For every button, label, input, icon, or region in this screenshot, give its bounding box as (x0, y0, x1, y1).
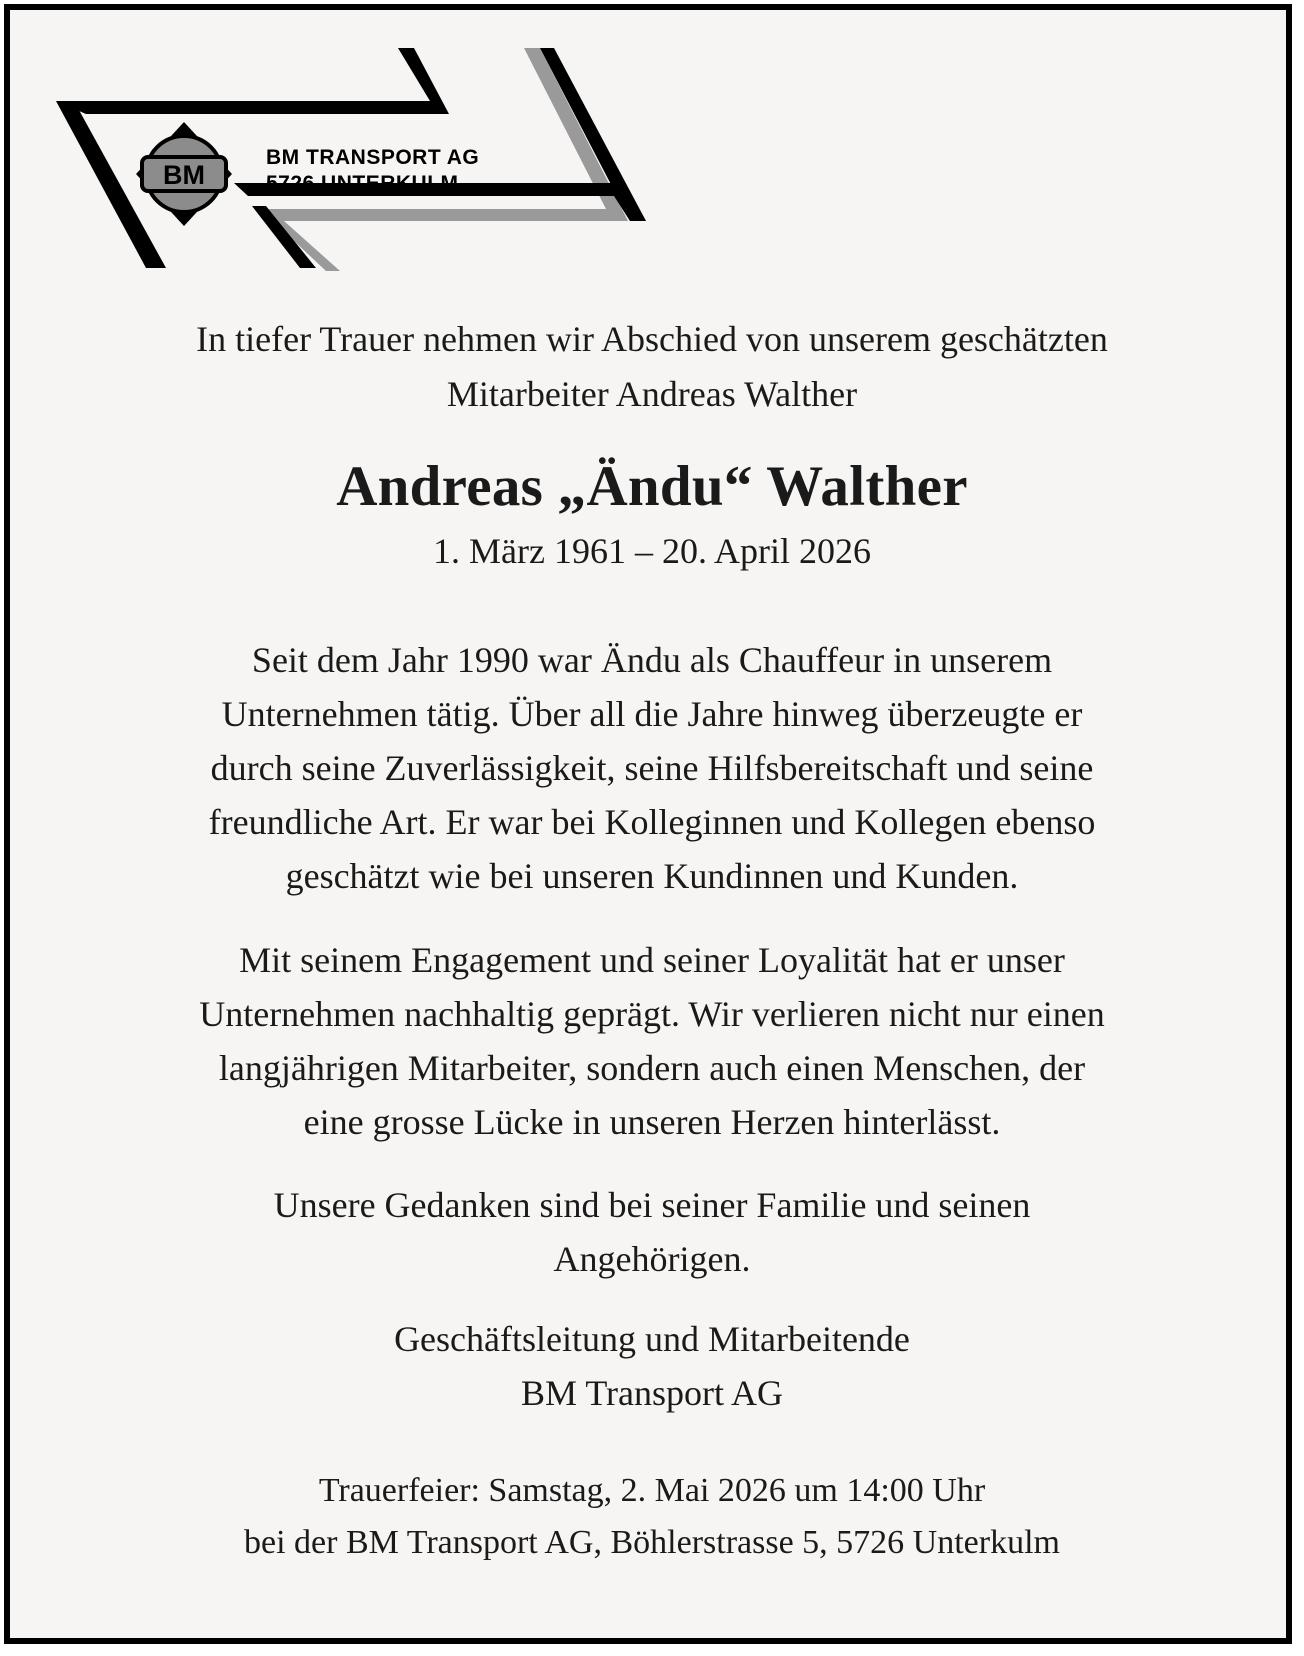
paragraph-line: Unsere Gedanken sind bei seiner Familie und seinen (273, 1185, 1031, 1225)
service-line: Trauerfeier: Samstag, 2. Mai 2026 um 14:00 Uhr (318, 1472, 986, 1509)
paragraph-line: Angehörigen. (553, 1239, 751, 1279)
logo-monogram: BM (163, 160, 205, 190)
company-logo (54, 46, 664, 286)
signature-block (40, 1312, 1264, 1420)
paragraph-line: eine grosse Lücke in unseren Herzen hinterlässt. (303, 1102, 1001, 1142)
paragraph-line: langjährigen Mitarbeiter, sondern auch einen Menschen, der (218, 1048, 1086, 1088)
paragraph-line: durch seine Zuverlässigkeit, seine Hilfsbereitschaft und seine (210, 748, 1094, 788)
signature-line: BM Transport AG (520, 1373, 784, 1413)
funeral-service-info (40, 1465, 1264, 1569)
paragraph-tribute (40, 933, 1264, 1149)
intro-line: In tiefer Trauer nehmen wir Abschied von unserem geschätzten (196, 319, 1108, 359)
paragraph-condolence (40, 1178, 1264, 1286)
paragraph-career (40, 633, 1264, 903)
paragraph-line: Mit seinem Engagement und seiner Loyalität hat er unser (239, 940, 1065, 980)
logo-company-line: BM TRANSPORT AG (266, 146, 480, 169)
logo-location-line: 5726 UNTERKULM (266, 172, 459, 195)
intro-text (40, 312, 1264, 422)
life-dates: 1. März 1961 – 20. April 2026 (433, 531, 871, 571)
paragraph-line: geschätzt wie bei unseren Kundinnen und Kunden. (285, 856, 1019, 896)
service-line: bei der BM Transport AG, Böhlerstrasse 5, 5726 Unterkulm (244, 1524, 1060, 1561)
paragraph-line: Unternehmen nachhaltig geprägt. Wir verlieren nicht nur einen (199, 994, 1105, 1034)
paragraph-line: Unternehmen tätig. Über all die Jahre hinweg überzeugte er (221, 694, 1083, 734)
deceased-name: Andreas „Ändu“ Walther (336, 455, 968, 518)
intro-line: Mitarbeiter Andreas Walther (446, 374, 858, 414)
paragraph-line: Seit dem Jahr 1990 war Ändu als Chauffeur in unserem (251, 640, 1053, 680)
paragraph-line: freundliche Art. Er war bei Kolleginnen und Kollegen ebenso (208, 802, 1096, 842)
signature-line: Geschäftsleitung und Mitarbeitende (394, 1319, 910, 1359)
logo-black-bolt-top (56, 48, 449, 114)
